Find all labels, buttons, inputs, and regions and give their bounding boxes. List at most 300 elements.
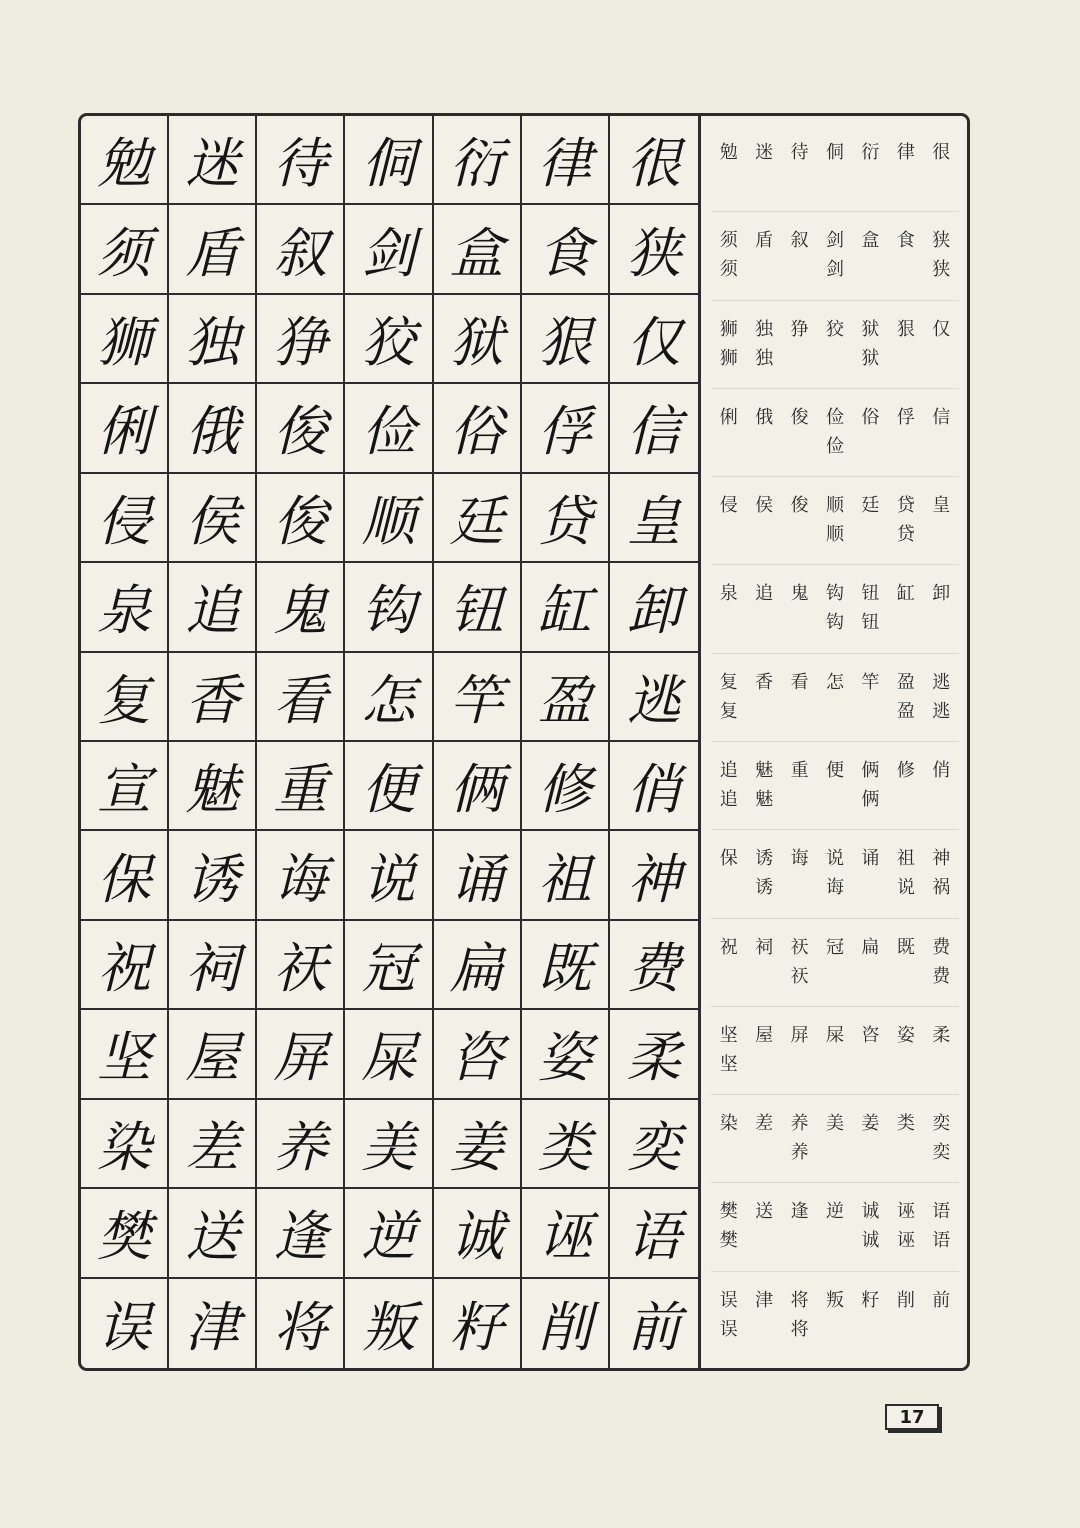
- reference-cell: [924, 315, 959, 388]
- reference-character: 俐: [719, 406, 738, 428]
- calligraphy-cell: 顺: [345, 474, 433, 563]
- calligraphy-cell: 待: [257, 116, 345, 205]
- reference-cell: [924, 491, 959, 564]
- reference-character: 祖: [896, 848, 915, 870]
- calligraphy-cell: 俭: [345, 384, 433, 473]
- reference-character: 叛: [825, 1289, 844, 1311]
- calligraphy-cell: 衍: [434, 116, 522, 205]
- reference-cell: [888, 1197, 923, 1270]
- calligraphy-cell: 费: [610, 921, 698, 1010]
- reference-character: 追: [719, 788, 738, 810]
- reference-cell: [782, 403, 817, 476]
- calligraphy-cell: 送: [169, 1189, 257, 1278]
- reference-character: 柔: [932, 1024, 951, 1046]
- reference-row: [711, 565, 959, 653]
- reference-character: 既: [896, 936, 915, 958]
- calligraphy-cell: 须: [81, 205, 169, 294]
- calligraphy-cell: 狡: [345, 295, 433, 384]
- reference-cell: [888, 315, 923, 388]
- calligraphy-cell: 狭: [610, 205, 698, 294]
- calligraphy-cell: 逃: [610, 653, 698, 742]
- reference-cell: [924, 138, 959, 211]
- reference-cell: [817, 138, 852, 211]
- reference-character: 前: [932, 1289, 951, 1311]
- reference-cell: [782, 1286, 817, 1360]
- reference-character: 樊: [719, 1230, 738, 1252]
- reference-row: [711, 477, 959, 565]
- reference-character: 津: [755, 1289, 774, 1311]
- calligraphy-cell: 卸: [610, 563, 698, 652]
- reference-cell: [888, 1109, 923, 1182]
- reference-character: 待: [790, 142, 809, 163]
- calligraphy-cell: 逆: [345, 1189, 433, 1278]
- reference-cell: [853, 403, 888, 476]
- reference-cell: [746, 315, 781, 388]
- reference-character: 保: [719, 848, 738, 870]
- reference-character: 冠: [825, 936, 844, 958]
- calligraphy-cell: 说: [345, 831, 433, 920]
- reference-character: 屋: [755, 1024, 774, 1046]
- reference-character: 狡: [825, 318, 844, 340]
- calligraphy-cell: 侵: [81, 474, 169, 563]
- calligraphy-cell: 语: [610, 1189, 698, 1278]
- reference-character: 逢: [790, 1201, 809, 1223]
- reference-character: 缸: [896, 583, 915, 605]
- reference-cell: [746, 756, 781, 829]
- reference-cell: [924, 756, 959, 829]
- reference-character: 顺: [825, 495, 844, 517]
- reference-character: 修: [896, 759, 915, 781]
- calligraphy-cell: 信: [610, 384, 698, 473]
- reference-cell: [924, 1197, 959, 1270]
- reference-character: 盈: [896, 700, 915, 722]
- reference-cell: [817, 1286, 852, 1360]
- reference-cell: [888, 403, 923, 476]
- reference-character: 差: [755, 1113, 774, 1135]
- reference-cell: [782, 668, 817, 741]
- reference-character: 诱: [755, 877, 774, 899]
- reference-character: 祝: [719, 936, 738, 958]
- calligraphy-cell: 看: [257, 653, 345, 742]
- reference-row: [711, 389, 959, 477]
- reference-cell: [711, 1286, 746, 1360]
- reference-character: 诚: [861, 1230, 880, 1252]
- reference-character: 顺: [825, 524, 844, 546]
- reference-character: 俭: [825, 435, 844, 457]
- calligraphy-cell: 复: [81, 653, 169, 742]
- reference-character: 祸: [932, 877, 951, 899]
- reference-character: 勉: [719, 142, 738, 163]
- reference-character: 坚: [719, 1024, 738, 1046]
- reference-cell: [924, 1021, 959, 1094]
- reference-cell: [782, 756, 817, 829]
- reference-character: 便: [825, 759, 844, 781]
- reference-character: 贷: [896, 495, 915, 517]
- reference-character: 养: [790, 1142, 809, 1164]
- reference-cell: [711, 491, 746, 564]
- reference-cell: [711, 933, 746, 1006]
- reference-cell: [853, 315, 888, 388]
- reference-character: 说: [896, 877, 915, 899]
- reference-cell: [924, 844, 959, 917]
- reference-cell: [782, 138, 817, 211]
- reference-character: 律: [896, 142, 915, 163]
- reference-character: 廷: [861, 495, 880, 517]
- reference-cell: [746, 403, 781, 476]
- reference-cell: [711, 579, 746, 652]
- reference-character: 侗: [825, 142, 844, 163]
- calligraphy-cell: 狱: [434, 295, 522, 384]
- reference-character: 诲: [790, 848, 809, 870]
- reference-character: 奕: [932, 1142, 951, 1164]
- calligraphy-cell: 柔: [610, 1010, 698, 1099]
- reference-character: 诱: [755, 848, 774, 870]
- reference-character: 迷: [755, 142, 774, 163]
- calligraphy-cell: 侗: [345, 116, 433, 205]
- calligraphy-cell: 重: [257, 742, 345, 831]
- reference-character: 姿: [896, 1024, 915, 1046]
- calligraphy-cell: 逢: [257, 1189, 345, 1278]
- calligraphy-cell: 屋: [169, 1010, 257, 1099]
- reference-cell: [711, 138, 746, 211]
- calligraphy-cell: 祠: [169, 921, 257, 1010]
- calligraphy-cell: 钮: [434, 563, 522, 652]
- reference-row: [711, 1272, 959, 1360]
- calligraphy-grid: [81, 116, 701, 1368]
- reference-character: 剑: [825, 259, 844, 281]
- reference-character: 独: [755, 318, 774, 340]
- reference-character: 钮: [861, 583, 880, 605]
- reference-cell: [888, 579, 923, 652]
- calligraphy-cell: 诵: [434, 831, 522, 920]
- calligraphy-cell: 钩: [345, 563, 433, 652]
- reference-cell: [817, 403, 852, 476]
- reference-character: 奕: [932, 1113, 951, 1135]
- reference-cell: [888, 1286, 923, 1360]
- calligraphy-cell: 染: [81, 1100, 169, 1189]
- reference-character: 樊: [719, 1201, 738, 1223]
- reference-cell: [924, 1109, 959, 1182]
- calligraphy-cell: 屏: [257, 1010, 345, 1099]
- reference-character: 侵: [719, 495, 738, 517]
- reference-cell: [924, 403, 959, 476]
- reference-character: 盒: [861, 230, 880, 252]
- calligraphy-cell: 叛: [345, 1279, 433, 1368]
- reference-cell: [853, 1109, 888, 1182]
- reference-character: 误: [719, 1318, 738, 1340]
- reference-character: 狭: [932, 259, 951, 281]
- reference-character: 逆: [825, 1201, 844, 1223]
- reference-character: 俘: [896, 406, 915, 428]
- reference-row: [711, 830, 959, 918]
- calligraphy-cell: 樊: [81, 1189, 169, 1278]
- calligraphy-cell: 叙: [257, 205, 345, 294]
- reference-character: 将: [790, 1289, 809, 1311]
- reference-cell: [853, 668, 888, 741]
- reference-character: 诬: [896, 1201, 915, 1223]
- calligraphy-cell: 诬: [522, 1189, 610, 1278]
- reference-character: 籽: [861, 1289, 880, 1311]
- reference-character: 盈: [896, 671, 915, 693]
- reference-character: 魅: [755, 759, 774, 781]
- calligraphy-cell: 侯: [169, 474, 257, 563]
- reference-character: 费: [932, 936, 951, 958]
- calligraphy-cell: 盾: [169, 205, 257, 294]
- reference-cell: [711, 226, 746, 299]
- calligraphy-cell: 咨: [434, 1010, 522, 1099]
- reference-character: 狱: [861, 347, 880, 369]
- reference-character: 狰: [790, 318, 809, 340]
- reference-character: 祠: [755, 936, 774, 958]
- calligraphy-cell: 俄: [169, 384, 257, 473]
- reference-character: 俄: [755, 406, 774, 428]
- reference-character: 狱: [861, 318, 880, 340]
- reference-character: 诚: [861, 1201, 880, 1223]
- reference-character: 姜: [861, 1113, 880, 1135]
- reference-cell: [817, 226, 852, 299]
- reference-cell: [817, 315, 852, 388]
- reference-character: 复: [719, 671, 738, 693]
- calligraphy-cell: 追: [169, 563, 257, 652]
- reference-cell: [924, 1286, 959, 1360]
- calligraphy-cell: 俩: [434, 742, 522, 831]
- calligraphy-cell: 削: [522, 1279, 610, 1368]
- calligraphy-cell: 祖: [522, 831, 610, 920]
- reference-row: [711, 654, 959, 742]
- reference-cell: [817, 1021, 852, 1094]
- reference-cell: [746, 1021, 781, 1094]
- reference-cell: [746, 844, 781, 917]
- reference-cell: [817, 1197, 852, 1270]
- calligraphy-cell: 勉: [81, 116, 169, 205]
- reference-cell: [888, 138, 923, 211]
- reference-character: 俭: [825, 406, 844, 428]
- reference-character: 竿: [861, 671, 880, 693]
- reference-character: 怎: [825, 671, 844, 693]
- reference-cell: [746, 1109, 781, 1182]
- calligraphy-cell: 姿: [522, 1010, 610, 1099]
- reference-cell: [782, 1109, 817, 1182]
- calligraphy-cell: 前: [626, 1295, 681, 1359]
- reference-character: 俊: [790, 406, 809, 428]
- reference-character: 鬼: [790, 583, 809, 605]
- reference-cell: [853, 579, 888, 652]
- reference-cell: [817, 668, 852, 741]
- reference-cell: [853, 491, 888, 564]
- reference-cell: [817, 933, 852, 1006]
- calligraphy-cell: 狰: [257, 295, 345, 384]
- reference-character: 重: [790, 759, 809, 781]
- calligraphy-cell: 盈: [522, 653, 610, 742]
- reference-cell: [711, 844, 746, 917]
- reference-character: 坚: [719, 1053, 738, 1075]
- reference-cell: [924, 933, 959, 1006]
- reference-cell: [888, 1021, 923, 1094]
- reference-cell: [888, 491, 923, 564]
- reference-character: 卸: [932, 583, 951, 605]
- reference-character: 看: [790, 671, 809, 693]
- reference-character: 养: [790, 1113, 809, 1135]
- calligraphy-cell: 诚: [434, 1189, 522, 1278]
- reference-character: 费: [932, 965, 951, 987]
- reference-cell: [746, 1286, 781, 1360]
- calligraphy-cell: 很: [610, 116, 698, 205]
- reference-character: 诬: [896, 1230, 915, 1252]
- reference-character: 衍: [861, 142, 880, 163]
- calligraphy-cell: 狮: [81, 295, 169, 384]
- reference-cell: [746, 138, 781, 211]
- reference-cell: [853, 756, 888, 829]
- calligraphy-cell: 俗: [434, 384, 522, 473]
- reference-character: 俏: [932, 759, 951, 781]
- calligraphy-cell: 美: [345, 1100, 433, 1189]
- reference-cell: [853, 226, 888, 299]
- reference-cell: [817, 579, 852, 652]
- calligraphy-cell: 廷: [434, 474, 522, 563]
- reference-cell: [782, 226, 817, 299]
- reference-cell: [782, 1197, 817, 1270]
- calligraphy-cell: 独: [169, 295, 257, 384]
- reference-character: 钩: [825, 583, 844, 605]
- calligraphy-cell: 津: [169, 1279, 257, 1368]
- reference-row: [711, 212, 959, 300]
- reference-character: 逃: [932, 671, 951, 693]
- reference-cell: [711, 403, 746, 476]
- calligraphy-cell: 养: [257, 1100, 345, 1189]
- reference-cell: [924, 668, 959, 741]
- reference-cell: [924, 579, 959, 652]
- reference-cell: [817, 1109, 852, 1182]
- reference-character: 钮: [861, 612, 880, 634]
- calligraphy-cell: 食: [522, 205, 610, 294]
- reference-character: 须: [719, 230, 738, 252]
- calligraphy-cell: 俊: [257, 474, 345, 563]
- reference-cell: [853, 1021, 888, 1094]
- reference-character: 魅: [755, 788, 774, 810]
- reference-character: 削: [896, 1289, 915, 1311]
- reference-cell: [782, 1021, 817, 1094]
- calligraphy-cell: 误: [81, 1279, 169, 1368]
- reference-cell: [711, 1197, 746, 1270]
- calligraphy-cell: 便: [345, 742, 433, 831]
- calligraphy-cell: 差: [169, 1100, 257, 1189]
- reference-cell: [853, 138, 888, 211]
- reference-character: 皇: [932, 495, 951, 517]
- reference-character: 仅: [932, 318, 951, 340]
- reference-character: 香: [755, 671, 774, 693]
- calligraphy-cell: 俘: [522, 384, 610, 473]
- calligraphy-cell: 俐: [81, 384, 169, 473]
- calligraphy-cell: 仅: [610, 295, 698, 384]
- calligraphy-cell: 诲: [257, 831, 345, 920]
- calligraphy-cell: 皇: [610, 474, 698, 563]
- calligraphy-cell: 保: [81, 831, 169, 920]
- calligraphy-cell: 香: [169, 653, 257, 742]
- calligraphy-cell: 迷: [169, 116, 257, 205]
- reference-character: 泉: [719, 583, 738, 605]
- calligraphy-cell: 祆: [257, 921, 345, 1010]
- calligraphy-cell: 宣: [81, 742, 169, 831]
- calligraphy-cell: 将: [257, 1279, 345, 1368]
- reference-cell: [888, 933, 923, 1006]
- reference-character: 语: [932, 1201, 951, 1223]
- reference-row: [711, 301, 959, 389]
- reference-character: 追: [719, 759, 738, 781]
- reference-cell: [711, 1109, 746, 1182]
- reference-character: 俊: [790, 495, 809, 517]
- reference-character: 盾: [755, 230, 774, 252]
- reference-character: 将: [790, 1318, 809, 1340]
- reference-cell: [817, 491, 852, 564]
- reference-cell: [782, 315, 817, 388]
- reference-character: 美: [825, 1113, 844, 1135]
- reference-character: 食: [896, 230, 915, 252]
- reference-cell: [782, 933, 817, 1006]
- calligraphy-cell: 俏: [610, 742, 698, 831]
- reference-character: 染: [719, 1113, 738, 1135]
- reference-character: 咨: [861, 1024, 880, 1046]
- reference-character: 诲: [825, 877, 844, 899]
- calligraphy-cell: 类: [522, 1100, 610, 1189]
- reference-cell: [888, 226, 923, 299]
- calligraphy-cell: 俊: [257, 384, 345, 473]
- calligraphy-cell: 剑: [345, 205, 433, 294]
- calligraphy-cell: 缸: [522, 563, 610, 652]
- reference-cell: [853, 844, 888, 917]
- reference-cell: [711, 668, 746, 741]
- calligraphy-cell: 盒: [434, 205, 522, 294]
- reference-character: 祆: [790, 936, 809, 958]
- reference-character: 类: [896, 1113, 915, 1135]
- reference-row: [711, 1007, 959, 1095]
- calligraphy-cell: 怎: [345, 653, 433, 742]
- calligraphy-cell: 冠: [345, 921, 433, 1010]
- reference-character: 狮: [719, 347, 738, 369]
- reference-cell: [711, 315, 746, 388]
- reference-character: 剑: [825, 230, 844, 252]
- reference-character: 须: [719, 259, 738, 281]
- reference-character: 追: [755, 583, 774, 605]
- calligraphy-cell: 既: [522, 921, 610, 1010]
- reference-character: 扁: [861, 936, 880, 958]
- reference-cell: [817, 844, 852, 917]
- reference-cell: [711, 1021, 746, 1094]
- calligraphy-cell: 祝: [81, 921, 169, 1010]
- reference-character: 误: [719, 1289, 738, 1311]
- reference-row: [711, 1183, 959, 1271]
- reference-character: 狮: [719, 318, 738, 340]
- calligraphy-cell: 律: [522, 116, 610, 205]
- reference-cell: [746, 668, 781, 741]
- reference-character: 俩: [861, 788, 880, 810]
- reference-cell: [782, 844, 817, 917]
- reference-cell: [782, 491, 817, 564]
- reference-cell: [853, 1286, 888, 1360]
- reference-row: [711, 742, 959, 830]
- reference-character: 屎: [825, 1024, 844, 1046]
- calligraphy-cell: 奕: [610, 1100, 698, 1189]
- calligraphy-cell: 竿: [434, 653, 522, 742]
- calligraphy-cell: 扁: [434, 921, 522, 1010]
- calligraphy-cell: 屎: [345, 1010, 433, 1099]
- calligraphy-cell: 神: [610, 831, 698, 920]
- reference-row: [711, 124, 959, 212]
- reference-character: 俗: [861, 406, 880, 428]
- reference-character: 很: [932, 142, 951, 163]
- reference-cell: [746, 933, 781, 1006]
- reference-character: 神: [932, 848, 951, 870]
- reference-character: 独: [755, 347, 774, 369]
